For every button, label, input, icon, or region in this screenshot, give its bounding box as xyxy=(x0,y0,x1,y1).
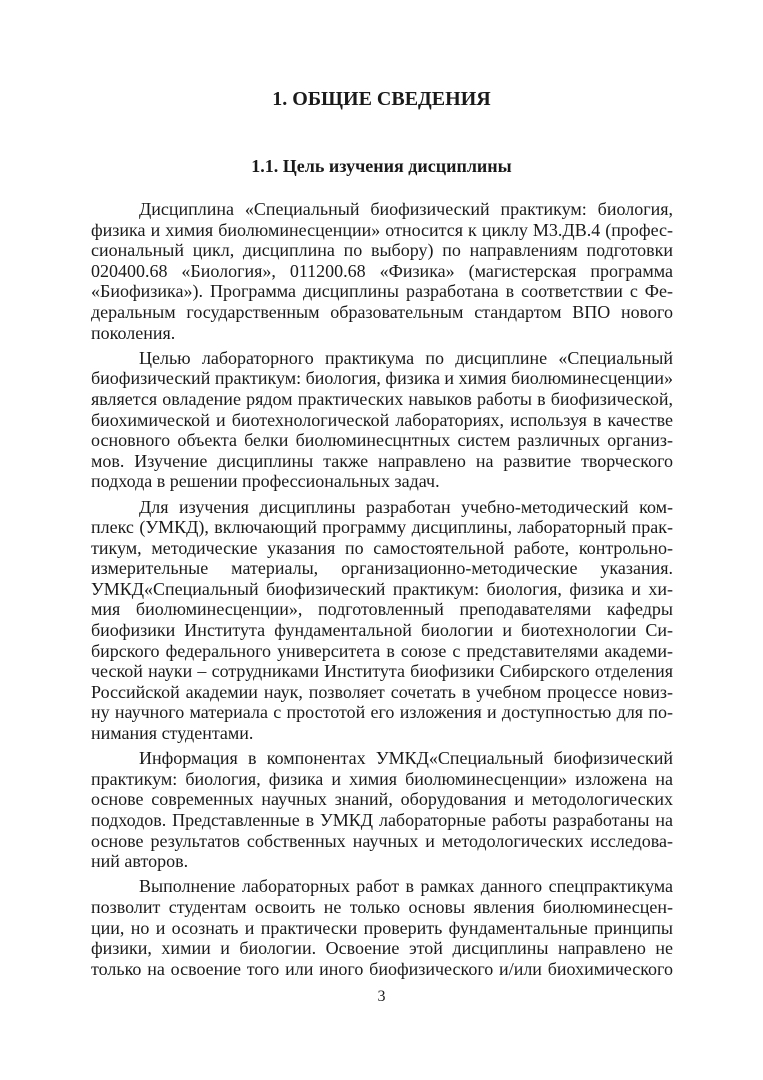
section-heading: 1. ОБЩИЕ СВЕДЕНИЯ xyxy=(272,88,491,110)
text-line: ции, но и осознать и практически проверить фундаментальные принципы xyxy=(91,917,673,938)
text-line: измерительные материалы, организационно-методические указания. xyxy=(91,558,673,579)
text-line: тикум, методические указания по самостоятельной работе, контрольно- xyxy=(91,537,673,558)
text-line: мов. Изучение дисциплины также направлено на развитие творческого xyxy=(91,450,673,471)
text-line: биохимической и биотехнологической лабораториях, используя в качестве xyxy=(91,409,673,430)
text-line: Целью лабораторного практикума по дисциплине «Специальный xyxy=(139,347,673,368)
text-line: основного объекта белки биолюминесцнтных систем различных организ- xyxy=(91,430,673,451)
text-line: биофизики Института фундаментальной биологии и биотехнологии Си- xyxy=(91,620,673,641)
text-line: нимания студентами. xyxy=(91,723,254,744)
text-line: является овладение рядом практических навыков работы в биофизической, xyxy=(91,388,673,409)
text-line: деральным государственным образовательным стандартом ВПО нового xyxy=(91,301,673,322)
text-line: физика и химия биолюминесценции» относится к циклу М3.ДВ.4 (профес- xyxy=(91,219,673,240)
page-number: 3 xyxy=(377,988,386,1005)
text-line: только на освоение того или иного биофизического и/или биохимического xyxy=(91,958,673,979)
body-text xyxy=(91,199,673,984)
text-line: Дисциплина «Специальный биофизический практикум: биология, xyxy=(139,199,673,219)
text-line: «Биофизика»). Программа дисциплины разработана в соответствии с Фе- xyxy=(91,281,673,302)
text-line: ний авторов. xyxy=(91,851,189,872)
text-line: ну научного материала с простотой его изложения и доступностью для по- xyxy=(91,702,673,723)
text-line: плекс (УМКД), включающий программу дисциплины, лабораторный прак- xyxy=(91,517,673,538)
text-line: подходов. Представленные в УМКД лабораторные работы разработаны на xyxy=(91,810,673,830)
text-line: 020400.68 «Биология», 011200.68 «Физика» (магистерская программа xyxy=(91,260,673,281)
text-line: УМКД«Специальный биофизический практикум: биология, физика и хи- xyxy=(91,578,673,599)
paragraph xyxy=(91,199,673,343)
paragraph xyxy=(91,876,673,979)
text-line: поколения. xyxy=(91,322,176,343)
text-line: биофизический практикум: биология, физика и химия биолюминесценции» xyxy=(91,368,673,389)
text-line: Информация в компонентах УМКД«Специальный биофизический xyxy=(139,748,673,769)
text-line: мия биолюминесценции», подготовленный преподавателями кафедры xyxy=(91,599,673,620)
text-line: сиональный цикл, дисциплина по выбору) по направлениям подготовки xyxy=(91,240,673,261)
text-line: Для изучения дисциплины разработан учебно-методический ком- xyxy=(139,496,673,517)
subsection-heading: 1.1. Цель изучения дисциплины xyxy=(251,156,512,176)
paragraph xyxy=(91,497,673,744)
text-line: бирского федерального университета в союзе с представителями академи- xyxy=(91,640,673,661)
paragraph xyxy=(91,748,673,872)
text-line: основе результатов собственных научных и методологических исследова- xyxy=(91,830,673,851)
text-line: Выполнение лабораторных работ в рамках данного спецпрактикума xyxy=(139,876,673,897)
text-line: физики, химии и биологии. Освоение этой дисциплины направлено не xyxy=(91,938,673,959)
text-line: подхода в решении профессиональных задач. xyxy=(91,471,440,492)
text-line: ческой науки – сотрудниками Института биофизики Сибирского отделения xyxy=(91,661,673,682)
text-line: основе современных научных знаний, оборудования и методологических xyxy=(91,789,673,810)
paragraph xyxy=(91,348,673,492)
text-line: практикум: биология, физика и химия биолюминесценции» изложена на xyxy=(91,768,673,789)
text-line: позволит студентам освоить не только основы явления биолюминесцен- xyxy=(91,896,673,917)
text-line: Российской академии наук, позволяет сочетать в учебном процессе новиз- xyxy=(91,681,673,702)
